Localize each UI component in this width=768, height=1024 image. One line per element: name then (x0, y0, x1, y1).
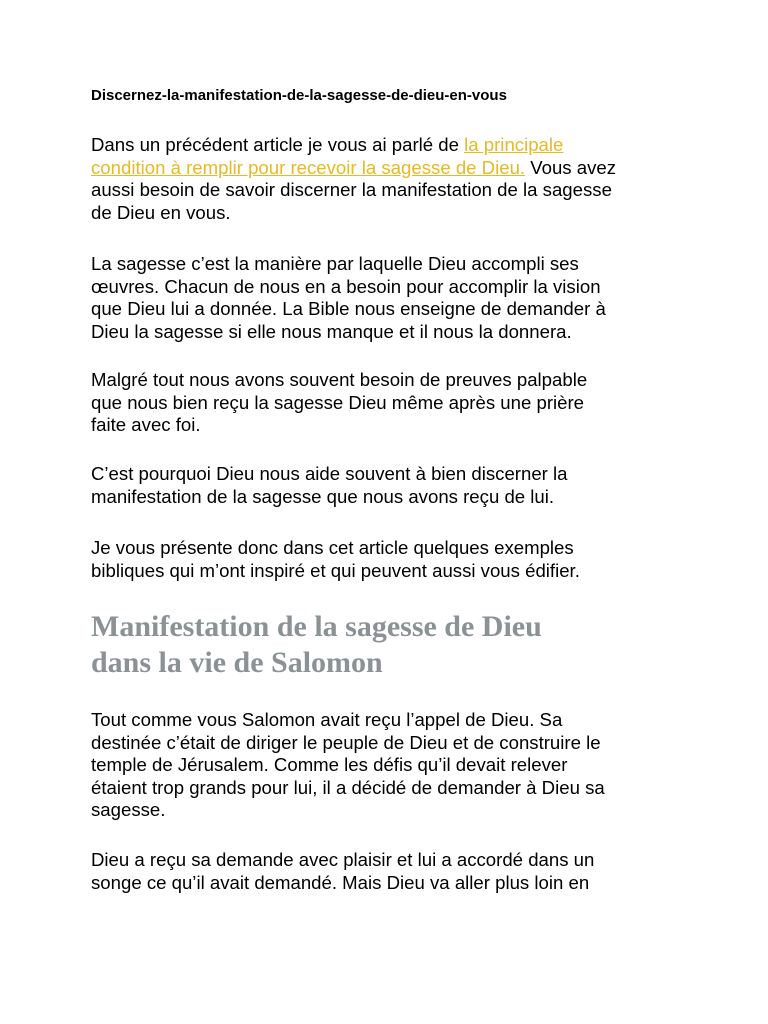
paragraph-line: Tout comme vous Salomon avait reçu l’appel de Dieu. Sa (91, 709, 563, 730)
paragraph-salomon-calling (91, 709, 691, 822)
paragraph-line: bibliques qui m’ont inspiré et qui peuvent aussi vous édifier. (91, 559, 580, 581)
heading-line: Manifestation de la sagesse de Dieu (91, 610, 542, 643)
paragraph-intro (91, 134, 691, 224)
paragraph-line: Dieu a reçu sa demande avec plaisir et lui a accordé dans un (91, 849, 595, 870)
paragraph-line: œuvres. Chacun de nous en a besoin pour accomplir la vision (91, 275, 601, 297)
paragraph-line: que nous bien reçu la sagesse Dieu même après une prière (91, 391, 585, 413)
article-link[interactable]: la principale (464, 134, 564, 155)
paragraph-line: sagesse. (91, 799, 166, 821)
paragraph-line: manifestation de la sagesse que nous avons reçu de lui. (91, 485, 555, 507)
paragraph-discernment (91, 463, 691, 508)
paragraph-line: Malgré tout nous avons souvent besoin de preuves palpable (91, 369, 588, 390)
paragraph-line: temple de Jérusalem. Comme les défis qu’il devait relever (91, 754, 568, 776)
article-link-continued[interactable]: condition à remplir pour recevoir la sagesse de Dieu. (91, 156, 526, 178)
paragraph-proofs (91, 369, 691, 437)
paragraph-line: faite avec foi. (91, 414, 201, 436)
paragraph-line: de Dieu en vous. (91, 201, 231, 223)
paragraph-salomon-dream (91, 849, 691, 894)
paragraph-line: songe ce qu’il avait demandé. Mais Dieu va aller plus loin en (91, 871, 590, 893)
paragraph-line: que Dieu lui a donnée. La Bible nous enseigne de demander à (91, 298, 606, 320)
heading-line: dans la vie de Salomon (91, 646, 383, 679)
section-heading (91, 609, 691, 681)
paragraph-line: destinée c’était de diriger le peuple de Dieu et de construire le (91, 731, 601, 753)
paragraph-examples (91, 537, 691, 582)
paragraph-line: Dieu la sagesse si elle nous manque et il nous la donnera. (91, 320, 572, 342)
paragraph-line: La sagesse c’est la manière par laquelle Dieu accompli ses (91, 253, 579, 274)
document-title: Discernez-la-manifestation-de-la-sagesse-de-dieu-en-vous (91, 87, 507, 104)
paragraph-text: Vous avez (525, 156, 617, 178)
paragraph-line (91, 134, 691, 157)
paragraph-wisdom-definition (91, 253, 691, 343)
paragraph-text: Dans un précédent article je vous ai parlé de (91, 134, 465, 155)
paragraph-line: C’est pourquoi Dieu nous aide souvent à bien discerner la (91, 463, 568, 484)
paragraph-line: Je vous présente donc dans cet article quelques exemples (91, 537, 574, 558)
paragraph-line: étaient trop grands pour lui, il a décidé de demander à Dieu sa (91, 776, 605, 798)
paragraph-line: aussi besoin de savoir discerner la manifestation de la sagesse (91, 179, 612, 201)
paragraph-line (91, 157, 691, 180)
